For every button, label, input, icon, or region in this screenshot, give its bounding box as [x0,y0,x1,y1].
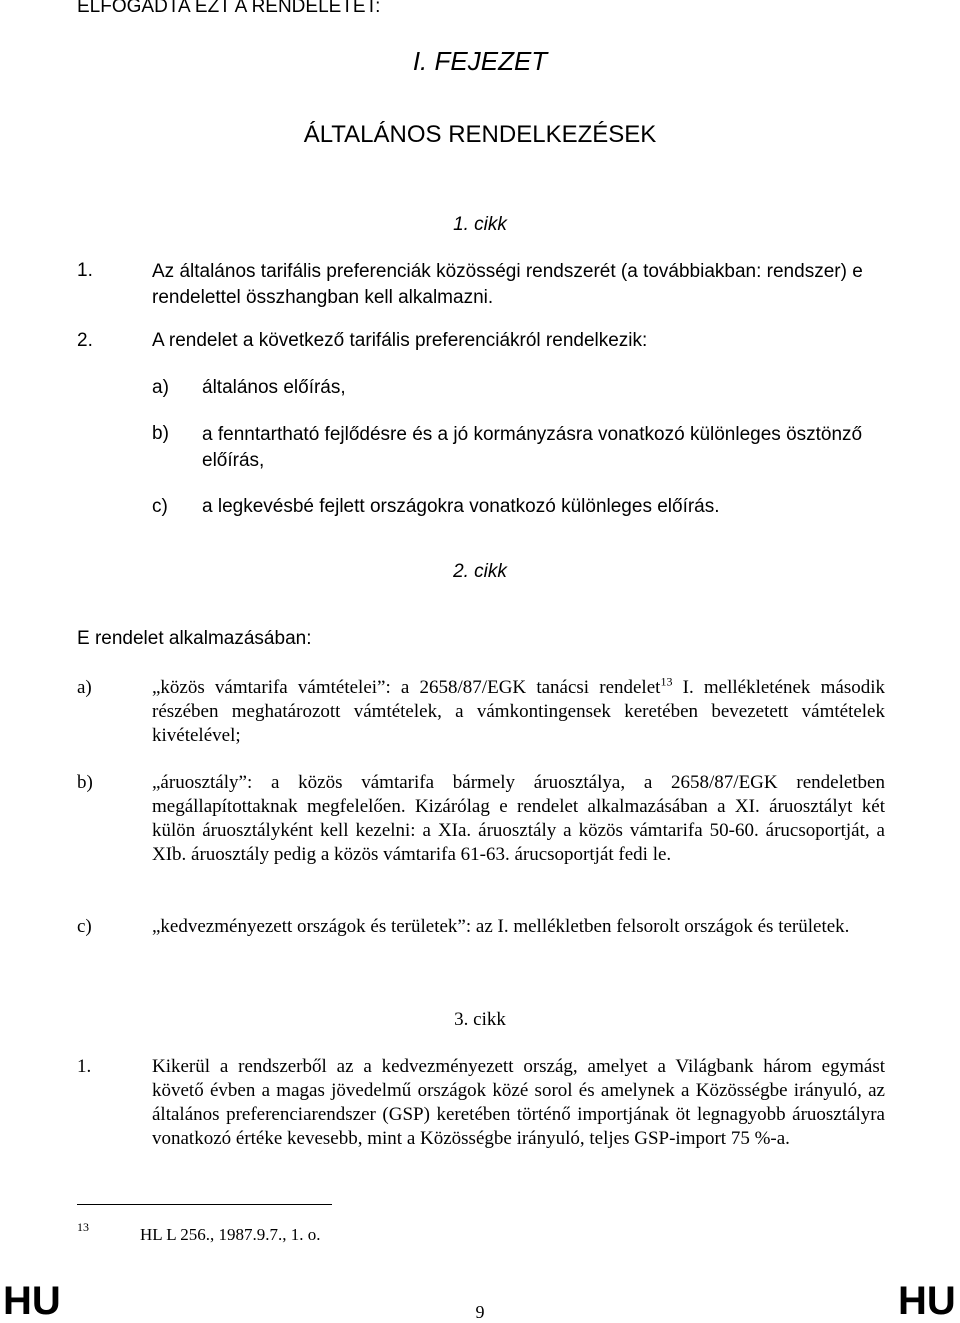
definition-letter: b) [77,772,93,793]
article-3-paragraph-1-number: 1. [77,1056,92,1077]
list-item-letter: a) [152,377,169,398]
list-item-letter: b) [152,423,169,444]
article-1-paragraph-2-text: A rendelet a következő tarifális preferenciákról rendelkezik: [152,330,648,351]
article-2-intro: E rendelet alkalmazásában: [77,628,312,649]
definition-text-end: I. mellékletének második részében meghatározott vámtételek, a vámkontingensek keretében bevezetett vámtételek kivételével; [152,677,885,746]
definition-text-start: „közös vámtarifa vámtételei”: a 2658/87/EGK tanácsi rendelet [152,677,661,698]
article-1-paragraph-1-text: Az általános tarifális preferenciák közösségi rendszerét (a továbbiakban: rendszer) e rendelettel összhangban kell alkalmazni. [152,261,863,308]
article-1-paragraph-2-number: 2. [77,330,93,351]
article-3-heading: 3. cikk [454,1009,506,1030]
preamble: ELFOGADTA EZT A RENDELETET: [77,0,381,17]
article-1-heading: 1. cikk [453,214,507,235]
list-item-text: a fenntartható fejlődésre és a jó kormányzásra vonatkozó különleges ösztönző előírás, [202,424,863,471]
page-number: 9 [475,1302,485,1322]
definition-text: „áruosztály”: a közös vámtarifa bármely áruosztálya, a 2658/87/EGK rendeletben megállapítottaknak megfelelően. Kizárólag e rendelet alkalmazásában a XI. áruosztályt két külön áruosztályként kell kezelni: a XIa. áruosztály a közös vámtarifa 50-60. árucsoportját, a XIb. áruosztály pedig a közös vámtarifa 61-63. árucsoportját fedi le. [152,772,885,865]
definition-letter: c) [77,916,92,937]
footnote-text: HL L 256., 1987.9.7., 1. o. [140,1225,321,1244]
language-code-right: HU [898,1279,956,1323]
definition-letter: a) [77,677,92,698]
footnote-separator [77,1204,332,1205]
list-item-text: a legkevésbé fejlett országokra vonatkozó különleges előírás. [202,496,720,517]
definition-text [152,676,885,748]
footnote-reference: 13 [660,674,673,689]
list-item-letter: c) [152,496,168,517]
list-item-text: általános előírás, [202,377,346,398]
chapter-number: I. FEJEZET [412,46,548,76]
chapter-title: ÁLTALÁNOS RENDELKEZÉSEK [303,121,657,148]
definition-text: „kedvezményezett országok és területek”: az I. mellékletben felsorolt országok és területek. [152,916,850,937]
language-code-left: HU [3,1279,61,1323]
article-3-paragraph-1-text: Kikerül a rendszerből az a kedvezményezett ország, amelyet a Világbank három egymást követő évben a magas jövedelmű országok közé sorol és amelynek a Közösségbe irányuló, az általános preferenciarendszer (GSP) keretében történő importjának öt legnagyobb áruosztályra vonatkozó értéke kevesebb, mint a Közösségbe irányuló, teljes GSP-import 75 %-a. [152,1056,885,1149]
article-1-paragraph-1-number: 1. [77,260,93,281]
footnote-number: 13 [77,1220,89,1234]
article-2-heading: 2. cikk [453,561,507,582]
